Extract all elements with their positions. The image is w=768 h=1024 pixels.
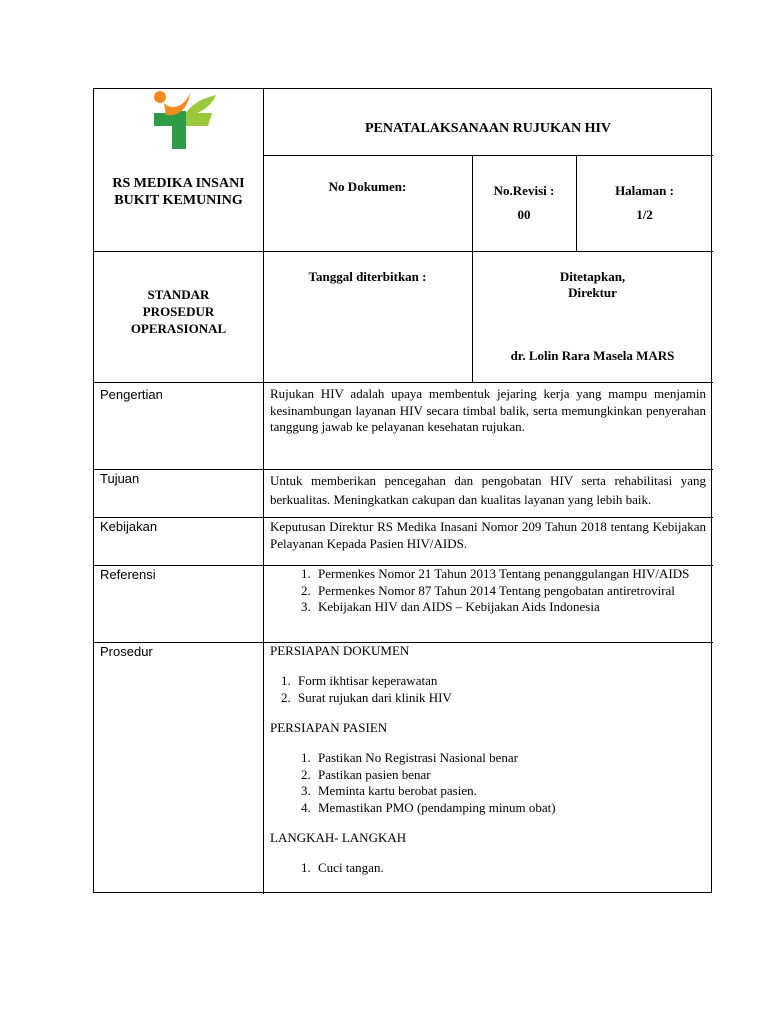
sop-label [94, 286, 263, 337]
page-label: Halaman : [615, 183, 674, 198]
list-item: 2. Surat rujukan dari klinik HIV [294, 690, 706, 707]
prosedur-label: Prosedur [100, 644, 153, 659]
list-item: 1. Cuci tangan. [314, 860, 706, 877]
meta-divider [94, 251, 713, 252]
revision-info [472, 179, 576, 227]
list-item: 3. Kebijakan HIV dan AIDS – Kebijakan Aids Indonesia [314, 599, 690, 616]
hospital-name [94, 175, 263, 209]
issued-date-label: Tanggal diterbitkan : [308, 269, 427, 284]
pengertian-text: Rujukan HIV adalah upaya membentuk jejaring kerja yang mampu menjamin kesinambungan layanan HIV secara timbal balik, serta memungkinkan penyerahan tanggung jawab ke pelayanan kesehatan rujukan. [270, 386, 706, 434]
director-name: dr. Lolin Rara Masela MARS [510, 348, 675, 363]
list-item: 1. Permenkes Nomor 21 Tahun 2013 Tentang penanggulangan HIV/AIDS [314, 566, 690, 583]
kebijakan-label: Kebijakan [100, 519, 158, 534]
sop-line2: PROSEDUR [142, 304, 215, 319]
prosedur-content [270, 643, 706, 877]
tujuan-text: Untuk memberikan pencegahan dan pengobatan HIV serta rehabilitasi yang berkualitas. Meningkatkan cakupan dan kualitas layanan yang lebih baik. [270, 473, 706, 507]
kebijakan-text: Keputusan Direktur RS Medika Inasani Nomor 209 Tahun 2018 tentang Kebijakan Pelayanan Kepada Pasien HIV/AIDS. [270, 519, 706, 551]
approval-block [472, 269, 713, 301]
page-info [576, 179, 713, 227]
list-item: 4. Memastikan PMO (pendamping minum obat) [314, 800, 706, 817]
doc-number-label: No Dokumen: [328, 179, 407, 194]
prosedur-heading-steps: LANGKAH- LANGKAH [270, 830, 407, 845]
row-divider-1 [94, 469, 713, 470]
sop-line1: STANDAR [147, 287, 210, 302]
hospital-logo [150, 89, 216, 151]
list-item: 1. Pastikan No Registrasi Nasional benar [314, 750, 706, 767]
body-divider-vertical [263, 382, 264, 894]
list-item: 2. Permenkes Nomor 87 Tahun 2014 Tentang pengobatan antiretroviral [314, 583, 690, 600]
header-bottom-divider [94, 382, 713, 383]
hospital-name-line2: BUKIT KEMUNING [114, 193, 243, 208]
pengertian-label: Pengertian [100, 387, 163, 402]
page-value: 1/2 [636, 207, 653, 222]
sop-document [93, 88, 712, 893]
list-item: 2. Pastikan pasien benar [314, 767, 706, 784]
revision-label: No.Revisi : [493, 183, 555, 198]
list-item: 1. Form ikhtisar keperawatan [294, 673, 706, 690]
approver-title: Direktur [568, 285, 617, 300]
approved-by-label: Ditetapkan, [559, 269, 626, 284]
prosedur-heading-patient: PERSIAPAN PASIEN [270, 720, 388, 735]
revision-value: 00 [517, 207, 531, 222]
title-divider [263, 155, 713, 156]
referensi-label: Referensi [100, 567, 156, 582]
referensi-list [270, 566, 690, 616]
list-item: 3. Meminta kartu berobat pasien. [314, 783, 706, 800]
tujuan-label: Tujuan [100, 471, 140, 486]
hospital-name-line1: RS MEDIKA INSANI [112, 176, 245, 191]
document-title: PENATALAKSANAAN RUJUKAN HIV [364, 121, 612, 136]
row-divider-2 [94, 517, 713, 518]
sop-line3: OPERASIONAL [130, 321, 227, 336]
prosedur-heading-documents: PERSIAPAN DOKUMEN [270, 643, 410, 658]
